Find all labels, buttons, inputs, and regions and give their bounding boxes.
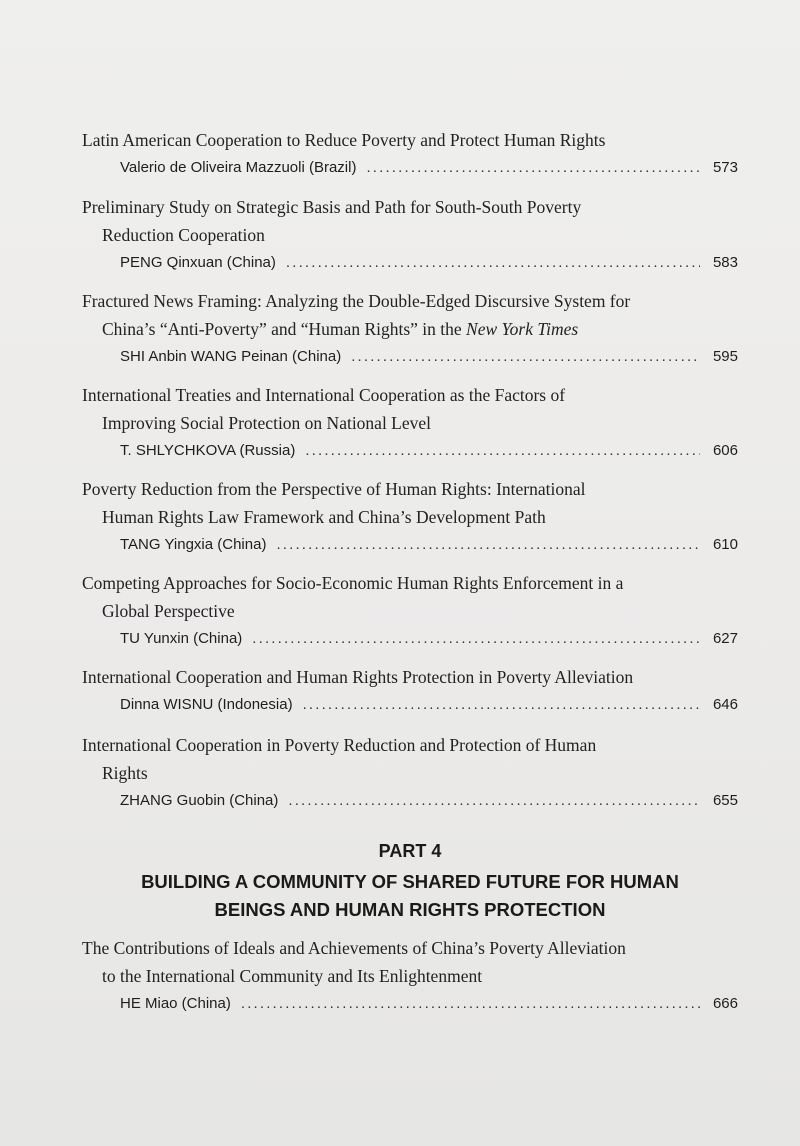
entry-title-line	[82, 315, 738, 343]
entry-author-line	[82, 344, 738, 370]
entry-title-line: Fractured News Framing: Analyzing the Double-Edged Discursive System for	[82, 291, 631, 311]
entry-page-number: 646	[712, 696, 738, 713]
entry-author: SHI Anbin WANG Peinan (China)	[120, 348, 342, 365]
entry-page-number: 655	[712, 792, 738, 809]
entry-author-line	[82, 532, 738, 558]
entry-page-number: 595	[712, 348, 738, 365]
toc-entry[interactable]	[82, 569, 738, 652]
toc-entry[interactable]	[82, 287, 738, 370]
entry-title-line: International Cooperation in Poverty Reduction and Protection of Human	[82, 735, 597, 755]
dot-leader	[366, 155, 700, 181]
entry-author: T. SHLYCHKOVA (Russia)	[120, 442, 296, 459]
entry-title-line: Improving Social Protection on National Level	[102, 413, 432, 433]
entry-author-line	[82, 991, 738, 1017]
entry-author-line	[82, 626, 738, 652]
entry-title	[82, 731, 738, 787]
entry-author: TANG Yingxia (China)	[120, 536, 267, 553]
part-title-line: BEINGS AND HUMAN RIGHTS PROTECTION	[214, 899, 606, 920]
entry-page-number: 573	[712, 159, 738, 176]
entry-title	[82, 126, 738, 154]
entry-title-line: Reduction Cooperation	[102, 225, 265, 245]
dot-leader	[276, 532, 700, 558]
entry-title-line: International Treaties and International Cooperation as the Factors of	[82, 385, 566, 405]
entry-author-line	[82, 692, 738, 718]
entry-author: Valerio de Oliveira Mazzuoli (Brazil)	[120, 159, 357, 176]
part-title-line: BUILDING A COMMUNITY OF SHARED FUTURE FOR HUMAN	[141, 871, 679, 892]
entry-title	[82, 934, 738, 990]
entry-title	[82, 663, 738, 691]
toc-entry[interactable]	[82, 126, 738, 181]
entry-author: PENG Qinxuan (China)	[120, 254, 276, 271]
entry-title-text: China’s “Anti-Poverty” and “Human Rights” in the	[102, 319, 462, 339]
entry-title	[82, 193, 738, 249]
entry-author: ZHANG Guobin (China)	[120, 792, 279, 809]
dot-leader	[305, 438, 700, 464]
entry-title-line: Latin American Cooperation to Reduce Poverty and Protect Human Rights	[82, 130, 606, 150]
entry-title-line: Global Perspective	[102, 601, 235, 621]
entry-title-line: to the International Community and Its Enlightenment	[102, 966, 483, 986]
entry-title-line: Human Rights Law Framework and China’s Development Path	[102, 507, 546, 527]
toc-entry[interactable]	[82, 731, 738, 814]
entry-author: TU Yunxin (China)	[120, 630, 243, 647]
entry-page-number: 666	[712, 995, 738, 1012]
dot-leader	[252, 626, 700, 652]
entry-author-line	[82, 438, 738, 464]
toc-entry[interactable]	[82, 934, 738, 1017]
entry-page-number: 610	[712, 536, 738, 553]
dot-leader	[288, 788, 700, 814]
entry-author: HE Miao (China)	[120, 995, 231, 1012]
entry-page-number: 627	[712, 630, 738, 647]
entry-title-line: Preliminary Study on Strategic Basis and Path for South-South Poverty	[82, 197, 582, 217]
entry-title-line: Competing Approaches for Socio-Economic Human Rights Enforcement in a	[82, 573, 624, 593]
entry-page-number: 583	[712, 254, 738, 271]
entry-page-number: 606	[712, 442, 738, 459]
dot-leader	[241, 991, 700, 1017]
part-label: PART 4	[378, 841, 442, 861]
entry-title	[82, 475, 738, 531]
dot-leader	[286, 250, 700, 276]
entry-title-line: The Contributions of Ideals and Achievements of China’s Poverty Alleviation	[82, 938, 626, 958]
dot-leader	[351, 344, 700, 370]
part-title	[82, 868, 738, 924]
entry-title-line: International Cooperation and Human Rights Protection in Poverty Alleviation	[82, 667, 634, 687]
entry-author-line	[82, 155, 738, 181]
entry-title-italic: New York Times	[466, 319, 579, 339]
toc-entry[interactable]	[82, 193, 738, 276]
entry-title	[82, 569, 738, 625]
toc-entry[interactable]	[82, 381, 738, 464]
entry-title	[82, 381, 738, 437]
entry-author: Dinna WISNU (Indonesia)	[120, 696, 293, 713]
entry-author-line	[82, 788, 738, 814]
toc-entry[interactable]	[82, 475, 738, 558]
dot-leader	[303, 692, 700, 718]
entry-title	[82, 287, 738, 343]
entry-title-line: Poverty Reduction from the Perspective of Human Rights: International	[82, 479, 586, 499]
entry-title-line: Rights	[102, 763, 148, 783]
entry-author-line	[82, 250, 738, 276]
toc-entry[interactable]	[82, 663, 738, 718]
